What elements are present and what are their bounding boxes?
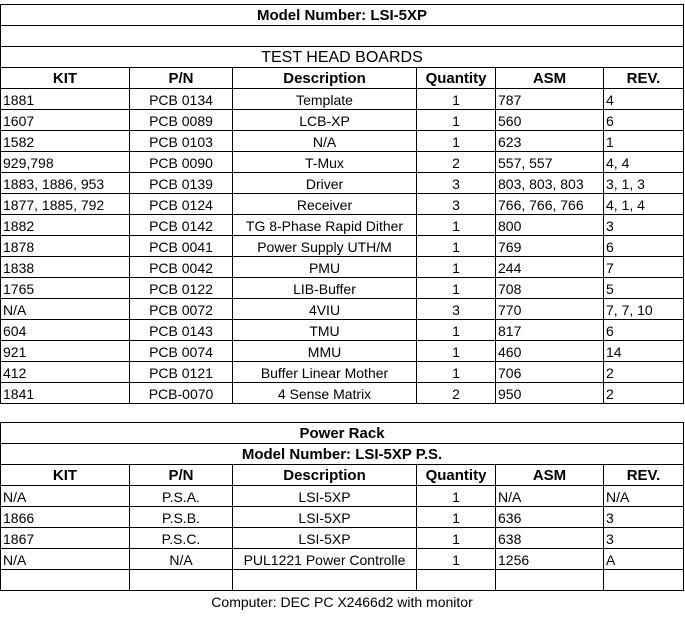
cell-rev: 14 bbox=[604, 341, 684, 362]
header-description: Description bbox=[233, 465, 417, 486]
cell-rev: 1 bbox=[604, 131, 684, 152]
cell-asm: 803, 803, 803 bbox=[496, 173, 604, 194]
cell-description: MMU bbox=[233, 341, 417, 362]
cell-rev: 2 bbox=[604, 362, 684, 383]
cell-asm: 950 bbox=[496, 383, 604, 404]
model-number-row bbox=[1, 5, 684, 26]
computer-note: Computer: DEC PC X2466d2 with monitor bbox=[211, 594, 473, 610]
cell-quantity: 1 bbox=[417, 257, 496, 278]
table-row bbox=[1, 194, 684, 215]
cell-kit: 604 bbox=[1, 320, 130, 341]
cell-kit: N/A bbox=[1, 549, 130, 570]
cell-asm: 244 bbox=[496, 257, 604, 278]
cell-kit: 1878 bbox=[1, 236, 130, 257]
table-row bbox=[1, 320, 684, 341]
cell-kit: 1877, 1885, 792 bbox=[1, 194, 130, 215]
section-title-row bbox=[1, 47, 684, 68]
cell-asm: 800 bbox=[496, 215, 604, 236]
table-row bbox=[1, 507, 684, 528]
header-row bbox=[1, 68, 684, 89]
cell-quantity: 1 bbox=[417, 89, 496, 110]
cell-asm: 706 bbox=[496, 362, 604, 383]
cell-quantity: 1 bbox=[417, 278, 496, 299]
cell-quantity: 1 bbox=[417, 549, 496, 570]
cell-pn: PCB 0072 bbox=[130, 299, 233, 320]
power-rack-header-row bbox=[1, 465, 684, 486]
header-rev: REV. bbox=[604, 68, 684, 89]
cell-rev: 3 bbox=[604, 215, 684, 236]
table-row bbox=[1, 89, 684, 110]
cell-asm: 623 bbox=[496, 131, 604, 152]
cell-kit: 1607 bbox=[1, 110, 130, 131]
cell-kit: 1882 bbox=[1, 215, 130, 236]
cell-pn: P.S.B. bbox=[130, 507, 233, 528]
cell-kit: 921 bbox=[1, 341, 130, 362]
cell-pn: PCB 0122 bbox=[130, 278, 233, 299]
table-row bbox=[1, 486, 684, 507]
table-row bbox=[1, 257, 684, 278]
cell-quantity: 1 bbox=[417, 131, 496, 152]
cell-pn: PCB 0042 bbox=[130, 257, 233, 278]
cell-description: Driver bbox=[233, 173, 417, 194]
cell-description: LSI-5XP bbox=[233, 528, 417, 549]
cell-pn: PCB 0134 bbox=[130, 89, 233, 110]
cell-asm: 787 bbox=[496, 89, 604, 110]
cell-asm: 708 bbox=[496, 278, 604, 299]
cell-description: LIB-Buffer bbox=[233, 278, 417, 299]
cell-description: T-Mux bbox=[233, 152, 417, 173]
cell-kit: 1765 bbox=[1, 278, 130, 299]
cell-rev: N/A bbox=[604, 486, 684, 507]
cell-asm: 638 bbox=[496, 528, 604, 549]
cell-kit: N/A bbox=[1, 486, 130, 507]
cell-asm: 560 bbox=[496, 110, 604, 131]
cell-pn: PCB 0074 bbox=[130, 341, 233, 362]
power-rack-empty-row bbox=[1, 570, 684, 591]
cell-pn: PCB 0143 bbox=[130, 320, 233, 341]
header-rev: REV. bbox=[604, 465, 684, 486]
cell-asm: 557, 557 bbox=[496, 152, 604, 173]
table-row bbox=[1, 236, 684, 257]
cell-quantity: 1 bbox=[417, 362, 496, 383]
header-pn: P/N bbox=[130, 465, 233, 486]
cell-description: 4 Sense Matrix bbox=[233, 383, 417, 404]
cell-kit: 1866 bbox=[1, 507, 130, 528]
cell-quantity: 1 bbox=[417, 486, 496, 507]
cell-kit: 1582 bbox=[1, 131, 130, 152]
cell-quantity: 1 bbox=[417, 320, 496, 341]
table-row bbox=[1, 341, 684, 362]
cell-quantity: 1 bbox=[417, 215, 496, 236]
cell-description: LSI-5XP bbox=[233, 507, 417, 528]
header-quantity: Quantity bbox=[417, 465, 496, 486]
cell-rev: 5 bbox=[604, 278, 684, 299]
model-number-label: Model Number: LSI-5XP bbox=[1, 5, 684, 26]
cell-asm: 1256 bbox=[496, 549, 604, 570]
cell-description: 4VIU bbox=[233, 299, 417, 320]
power-rack-title-row bbox=[1, 423, 684, 444]
cell-pn: PCB 0041 bbox=[130, 236, 233, 257]
table-row bbox=[1, 131, 684, 152]
cell-description: Template bbox=[233, 89, 417, 110]
cell-description: TMU bbox=[233, 320, 417, 341]
cell-quantity: 1 bbox=[417, 236, 496, 257]
table-row bbox=[1, 173, 684, 194]
cell-kit: 1867 bbox=[1, 528, 130, 549]
cell-quantity: 1 bbox=[417, 507, 496, 528]
cell-pn: PCB 0089 bbox=[130, 110, 233, 131]
cell-rev: 4, 1, 4 bbox=[604, 194, 684, 215]
section-title: TEST HEAD BOARDS bbox=[1, 47, 684, 68]
cell-kit: 1881 bbox=[1, 89, 130, 110]
cell-rev: 7 bbox=[604, 257, 684, 278]
cell-rev: 3 bbox=[604, 528, 684, 549]
cell-description: Receiver bbox=[233, 194, 417, 215]
cell-asm: 769 bbox=[496, 236, 604, 257]
cell-pn: N/A bbox=[130, 549, 233, 570]
cell-description: LCB-XP bbox=[233, 110, 417, 131]
header-pn: P/N bbox=[130, 68, 233, 89]
cell-description: LSI-5XP bbox=[233, 486, 417, 507]
table-row bbox=[1, 362, 684, 383]
cell-quantity: 1 bbox=[417, 528, 496, 549]
header-asm: ASM bbox=[496, 465, 604, 486]
computer-note-row bbox=[1, 591, 684, 612]
cell-quantity: 3 bbox=[417, 299, 496, 320]
cell-quantity: 2 bbox=[417, 383, 496, 404]
power-rack-table bbox=[0, 422, 684, 611]
cell-pn: PCB 0124 bbox=[130, 194, 233, 215]
power-rack-model-label: Model Number: LSI-5XP P.S. bbox=[1, 444, 684, 465]
power-rack-model-row bbox=[1, 444, 684, 465]
cell-rev: A bbox=[604, 549, 684, 570]
cell-description: N/A bbox=[233, 131, 417, 152]
cell-pn: P.S.A. bbox=[130, 486, 233, 507]
table-row bbox=[1, 528, 684, 549]
cell-quantity: 1 bbox=[417, 341, 496, 362]
cell-pn: PCB 0090 bbox=[130, 152, 233, 173]
cell-pn: PCB 0139 bbox=[130, 173, 233, 194]
cell-quantity: 3 bbox=[417, 194, 496, 215]
cell-asm: 770 bbox=[496, 299, 604, 320]
cell-rev: 3 bbox=[604, 507, 684, 528]
cell-kit: N/A bbox=[1, 299, 130, 320]
cell-rev: 6 bbox=[604, 320, 684, 341]
cell-asm: 636 bbox=[496, 507, 604, 528]
cell-kit: 1883, 1886, 953 bbox=[1, 173, 130, 194]
cell-rev: 2 bbox=[604, 383, 684, 404]
cell-description: TG 8-Phase Rapid Dither bbox=[233, 215, 417, 236]
cell-kit: 412 bbox=[1, 362, 130, 383]
header-asm: ASM bbox=[496, 68, 604, 89]
cell-description: PUL1221 Power Controlle bbox=[233, 549, 417, 570]
header-quantity: Quantity bbox=[417, 68, 496, 89]
table-row bbox=[1, 549, 684, 570]
cell-kit: 1838 bbox=[1, 257, 130, 278]
cell-asm: 817 bbox=[496, 320, 604, 341]
cell-pn: PCB 0103 bbox=[130, 131, 233, 152]
cell-rev: 7, 7, 10 bbox=[604, 299, 684, 320]
cell-pn: PCB-0070 bbox=[130, 383, 233, 404]
cell-kit: 1841 bbox=[1, 383, 130, 404]
cell-rev: 6 bbox=[604, 236, 684, 257]
header-kit: KIT bbox=[1, 465, 130, 486]
table-row bbox=[1, 215, 684, 236]
cell-pn: P.S.C. bbox=[130, 528, 233, 549]
cell-pn: PCB 0142 bbox=[130, 215, 233, 236]
cell-description: PMU bbox=[233, 257, 417, 278]
header-kit: KIT bbox=[1, 68, 130, 89]
cell-pn: PCB 0121 bbox=[130, 362, 233, 383]
cell-quantity: 1 bbox=[417, 110, 496, 131]
table-row bbox=[1, 110, 684, 131]
blank-row bbox=[1, 26, 684, 47]
cell-rev: 4, 4 bbox=[604, 152, 684, 173]
cell-kit: 929,798 bbox=[1, 152, 130, 173]
cell-rev: 6 bbox=[604, 110, 684, 131]
cell-rev: 4 bbox=[604, 89, 684, 110]
cell-asm: N/A bbox=[496, 486, 604, 507]
test-head-table bbox=[0, 4, 684, 404]
table-row bbox=[1, 152, 684, 173]
cell-quantity: 3 bbox=[417, 173, 496, 194]
cell-rev: 3, 1, 3 bbox=[604, 173, 684, 194]
power-rack-title: Power Rack bbox=[1, 423, 684, 444]
cell-description: Buffer Linear Mother bbox=[233, 362, 417, 383]
cell-asm: 766, 766, 766 bbox=[496, 194, 604, 215]
cell-description: Power Supply UTH/M bbox=[233, 236, 417, 257]
table-row bbox=[1, 299, 684, 320]
cell-asm: 460 bbox=[496, 341, 604, 362]
header-description: Description bbox=[233, 68, 417, 89]
table-row bbox=[1, 278, 684, 299]
cell-quantity: 2 bbox=[417, 152, 496, 173]
table-row bbox=[1, 383, 684, 404]
